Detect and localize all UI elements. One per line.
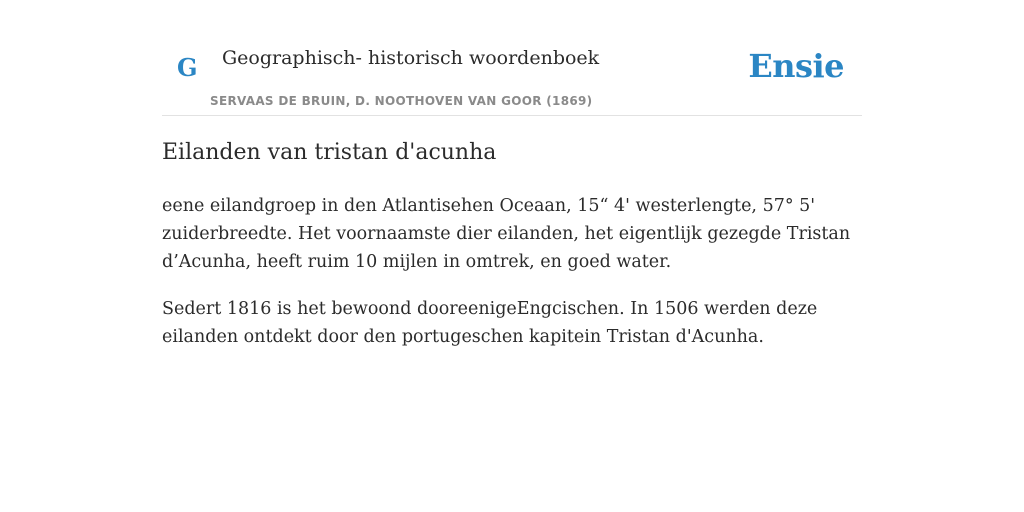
entry-title: Eilanden van tristan d'acunha xyxy=(162,140,497,165)
book-title-link[interactable]: Geographisch- historisch woordenboek xyxy=(222,47,600,69)
entry-paragraph: eene eilandgroep in den Atlantisehen Oceaan, 15“ 4' westerlengte, 57° 5' zuiderbreedte. Het voornaamste dier eilanden, het eigentlijk gezegde Tristan d’Acunha, heeft ruim 10 mijlen in omtrek, en goed water. xyxy=(162,196,851,272)
ensie-logo[interactable]: Ensie xyxy=(748,47,844,85)
page-container xyxy=(162,0,862,512)
entry-paragraph: Sedert 1816 is het bewoond dooreenigeEngcischen. In 1506 werden deze eilanden ontdekt door den portugeschen kapitein Tristan d'Acunha. xyxy=(162,299,818,347)
book-icon[interactable]: G xyxy=(177,53,198,82)
book-authors: SERVAAS DE BRUIN, D. NOOTHOVEN VAN GOOR (1869) xyxy=(210,94,593,108)
book-header xyxy=(162,0,862,116)
